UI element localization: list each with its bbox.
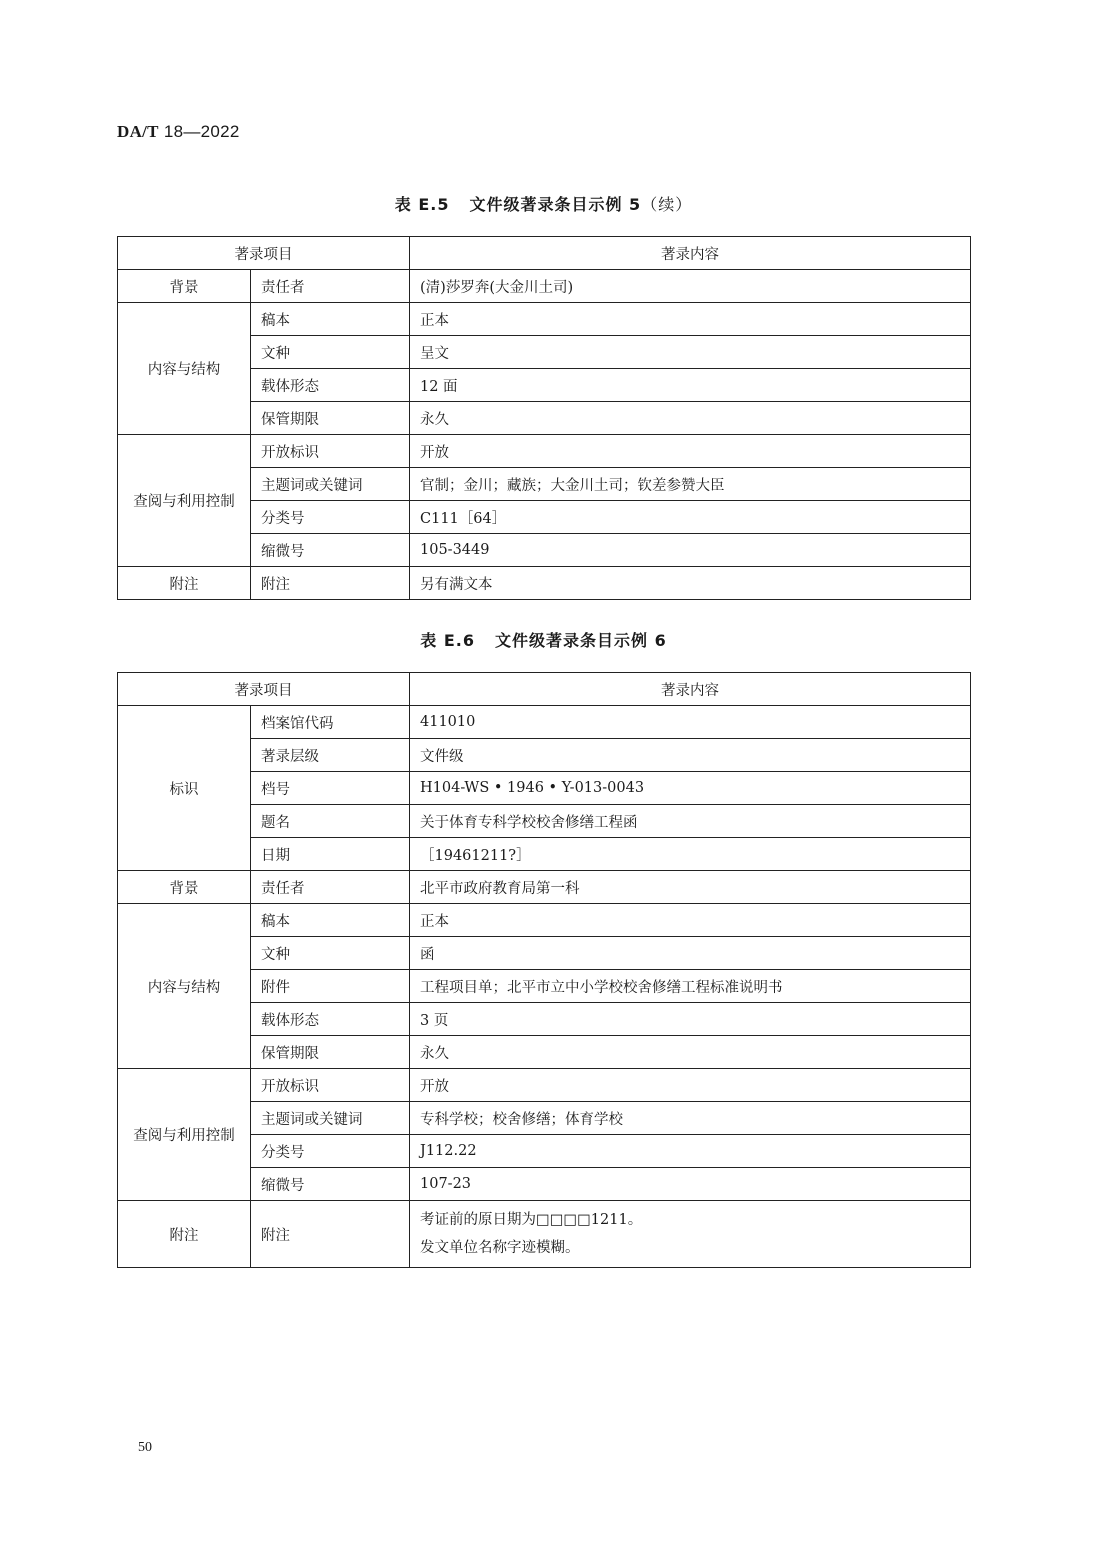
standard-code: DA/T [117,122,159,141]
item-label: 缩微号 [251,1168,410,1201]
table-e6-title [117,628,970,651]
item-value: H104-WS • 1946 • Y-013-0043 [410,772,971,805]
table-row [118,270,971,303]
item-value: 12 面 [410,369,971,402]
item-value: 北平市政府教育局第一科 [410,871,971,904]
group-label-access-control: 查阅与利用控制 [118,435,251,567]
item-value: 开放 [410,435,971,468]
item-value: 411010 [410,706,971,739]
item-label: 主题词或关键词 [251,468,410,501]
column-header-item: 著录项目 [118,237,410,270]
group-label-content-structure: 内容与结构 [118,904,251,1069]
group-label-identification: 标识 [118,706,251,871]
table-row [118,1201,971,1268]
item-value-multiline [410,1201,971,1268]
table-e6 [117,672,971,1268]
column-header-content: 著录内容 [410,237,971,270]
group-label-notes: 附注 [118,1201,251,1268]
group-label-background: 背景 [118,270,251,303]
item-value: 永久 [410,1036,971,1069]
table-row [118,871,971,904]
item-value: 呈文 [410,336,971,369]
page-number: 50 [138,1440,152,1455]
item-value: 正本 [410,303,971,336]
table-e6-caption: 文件级著录条目示例 6 [495,631,667,650]
table-e5-caption: 文件级著录条目示例 5 [469,195,642,214]
item-label: 主题词或关键词 [251,1102,410,1135]
table-row [118,706,971,739]
item-value: ［19461211?］ [410,838,971,871]
table-e5-title [117,192,970,215]
item-value: 函 [410,937,971,970]
table-e5-number: 表 E.5 [394,195,450,214]
item-label: 附注 [251,567,410,600]
item-label: 分类号 [251,501,410,534]
table-row [118,303,971,336]
item-label: 文种 [251,937,410,970]
table-e5-suffix: （续） [641,195,693,214]
group-label-notes: 附注 [118,567,251,600]
item-value: 107-23 [410,1168,971,1201]
document-code [117,122,240,142]
item-value: 开放 [410,1069,971,1102]
item-label: 责任者 [251,270,410,303]
item-label: 著录层级 [251,739,410,772]
group-label-background: 背景 [118,871,251,904]
item-value: 正本 [410,904,971,937]
table-e6-number: 表 E.6 [420,631,475,650]
item-label: 日期 [251,838,410,871]
item-label: 文种 [251,336,410,369]
item-value: 关于体育专科学校校舍修缮工程函 [410,805,971,838]
column-header-content: 著录内容 [410,673,971,706]
item-label: 题名 [251,805,410,838]
item-label: 开放标识 [251,1069,410,1102]
item-label: 缩微号 [251,534,410,567]
item-label: 载体形态 [251,1003,410,1036]
item-label: 载体形态 [251,369,410,402]
item-label: 责任者 [251,871,410,904]
group-label-access-control: 查阅与利用控制 [118,1069,251,1201]
standard-number: 18—2022 [163,122,240,141]
item-value: (清)莎罗奔(大金川土司) [410,270,971,303]
item-value: 文件级 [410,739,971,772]
item-value: 永久 [410,402,971,435]
table-row [118,904,971,937]
table-e5 [117,236,971,600]
item-value: 另有满文本 [410,567,971,600]
note-line: 考证前的原日期为□□□□1211。 [420,1212,643,1228]
table-header-row [118,237,971,270]
column-header-item: 著录项目 [118,673,410,706]
group-label-content-structure: 内容与结构 [118,303,251,435]
item-value: 工程项目单；北平市立中小学校校舍修缮工程标准说明书 [410,970,971,1003]
item-label: 档号 [251,772,410,805]
item-value: C111［64］ [410,501,971,534]
table-header-row [118,673,971,706]
item-value: 官制；金川；藏族；大金川土司；钦差参赞大臣 [410,468,971,501]
item-label: 保管期限 [251,402,410,435]
table-row [118,567,971,600]
item-value: 105-3449 [410,534,971,567]
item-label: 附注 [251,1201,410,1268]
item-label: 分类号 [251,1135,410,1168]
item-value: 专科学校；校舍修缮；体育学校 [410,1102,971,1135]
table-row [118,435,971,468]
table-row [118,1069,971,1102]
note-line: 发文单位名称字迹模糊。 [420,1240,580,1256]
item-label: 保管期限 [251,1036,410,1069]
item-label: 开放标识 [251,435,410,468]
item-value: 3 页 [410,1003,971,1036]
item-value: J112.22 [410,1135,971,1168]
item-label: 档案馆代码 [251,706,410,739]
item-label: 稿本 [251,303,410,336]
item-label: 稿本 [251,904,410,937]
item-label: 附件 [251,970,410,1003]
